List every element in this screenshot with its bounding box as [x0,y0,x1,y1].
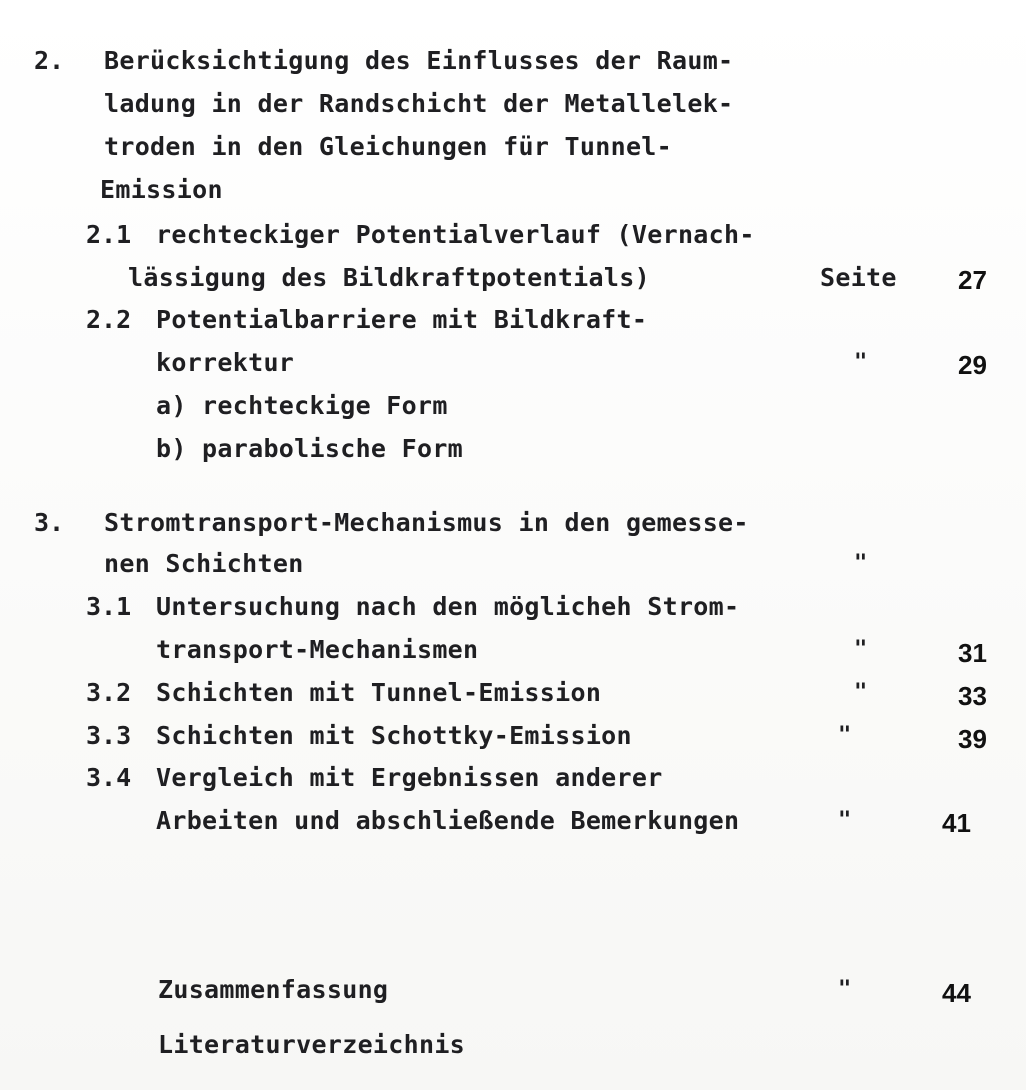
subsection-3-4-page-label: " [838,808,852,833]
subsection-3-3-number: 3.3 [86,721,132,750]
subsection-2-2-line-2: korrektur [156,348,295,377]
subsection-2-1-page-label: Seite [820,263,897,292]
subsection-3-3-page-number: 39 [958,724,987,754]
bibliography-title: Literaturverzeichnis [158,1030,466,1059]
summary-page-number: 44 [942,978,971,1008]
section-2-title-line-2: ladung in der Randschicht der Metallelek- [104,89,734,118]
subsection-3-3-page-label: " [838,723,852,748]
subsection-2-2-item-a: a) rechteckige Form [156,391,448,420]
section-2-title-line-1: Berücksichtigung des Einflusses der Raum- [104,46,734,75]
subsection-3-2-page-label: " [854,680,868,705]
subsection-2-2-page-number: 29 [958,350,987,380]
subsection-3-4-page-number: 41 [942,808,971,838]
subsection-2-2-line-1: Potentialbarriere mit Bildkraft- [156,305,648,334]
subsection-3-1-line-2: transport-Mechanismen [156,635,479,664]
summary-title: Zusammenfassung [158,975,389,1004]
section-3-page-label: " [854,551,868,576]
subsection-2-1-page-number: 27 [958,265,987,295]
subsection-2-2-page-label: " [854,350,868,375]
summary-page-label: " [838,977,852,1002]
subsection-3-3-line-1: Schichten mit Schottky-Emission [156,721,632,750]
subsection-3-2-number: 3.2 [86,678,132,707]
section-2-title-line-3: troden in den Gleichungen für Tunnel- [104,132,672,161]
subsection-3-2-page-number: 33 [958,681,987,711]
section-3-number: 3. [34,508,65,537]
subsection-3-1-page-number: 31 [958,638,987,668]
subsection-3-4-line-1: Vergleich mit Ergebnissen anderer [156,763,663,792]
subsection-2-1-number: 2.1 [86,220,132,249]
subsection-3-1-page-label: " [854,637,868,662]
section-2-title-line-4: Emission [100,175,223,204]
subsection-2-1-line-1: rechteckiger Potentialverlauf (Vernach- [156,220,755,249]
subsection-2-2-item-b: b) parabolische Form [156,434,464,463]
subsection-2-1-line-2: lässigung des Bildkraftpotentials) [128,263,650,292]
subsection-3-1-line-1: Untersuchung nach den möglicheh Strom- [156,592,740,621]
section-3-title-line-1: Stromtransport-Mechanismus in den gemesse- [104,508,749,537]
subsection-2-2-number: 2.2 [86,305,132,334]
section-3-title-line-2: nen Schichten [104,549,304,578]
subsection-3-1-number: 3.1 [86,592,132,621]
subsection-3-4-number: 3.4 [86,763,132,792]
subsection-3-4-line-2: Arbeiten und abschließende Bemerkungen [156,806,740,835]
section-2-number: 2. [34,46,65,75]
subsection-3-2-line-1: Schichten mit Tunnel-Emission [156,678,602,707]
